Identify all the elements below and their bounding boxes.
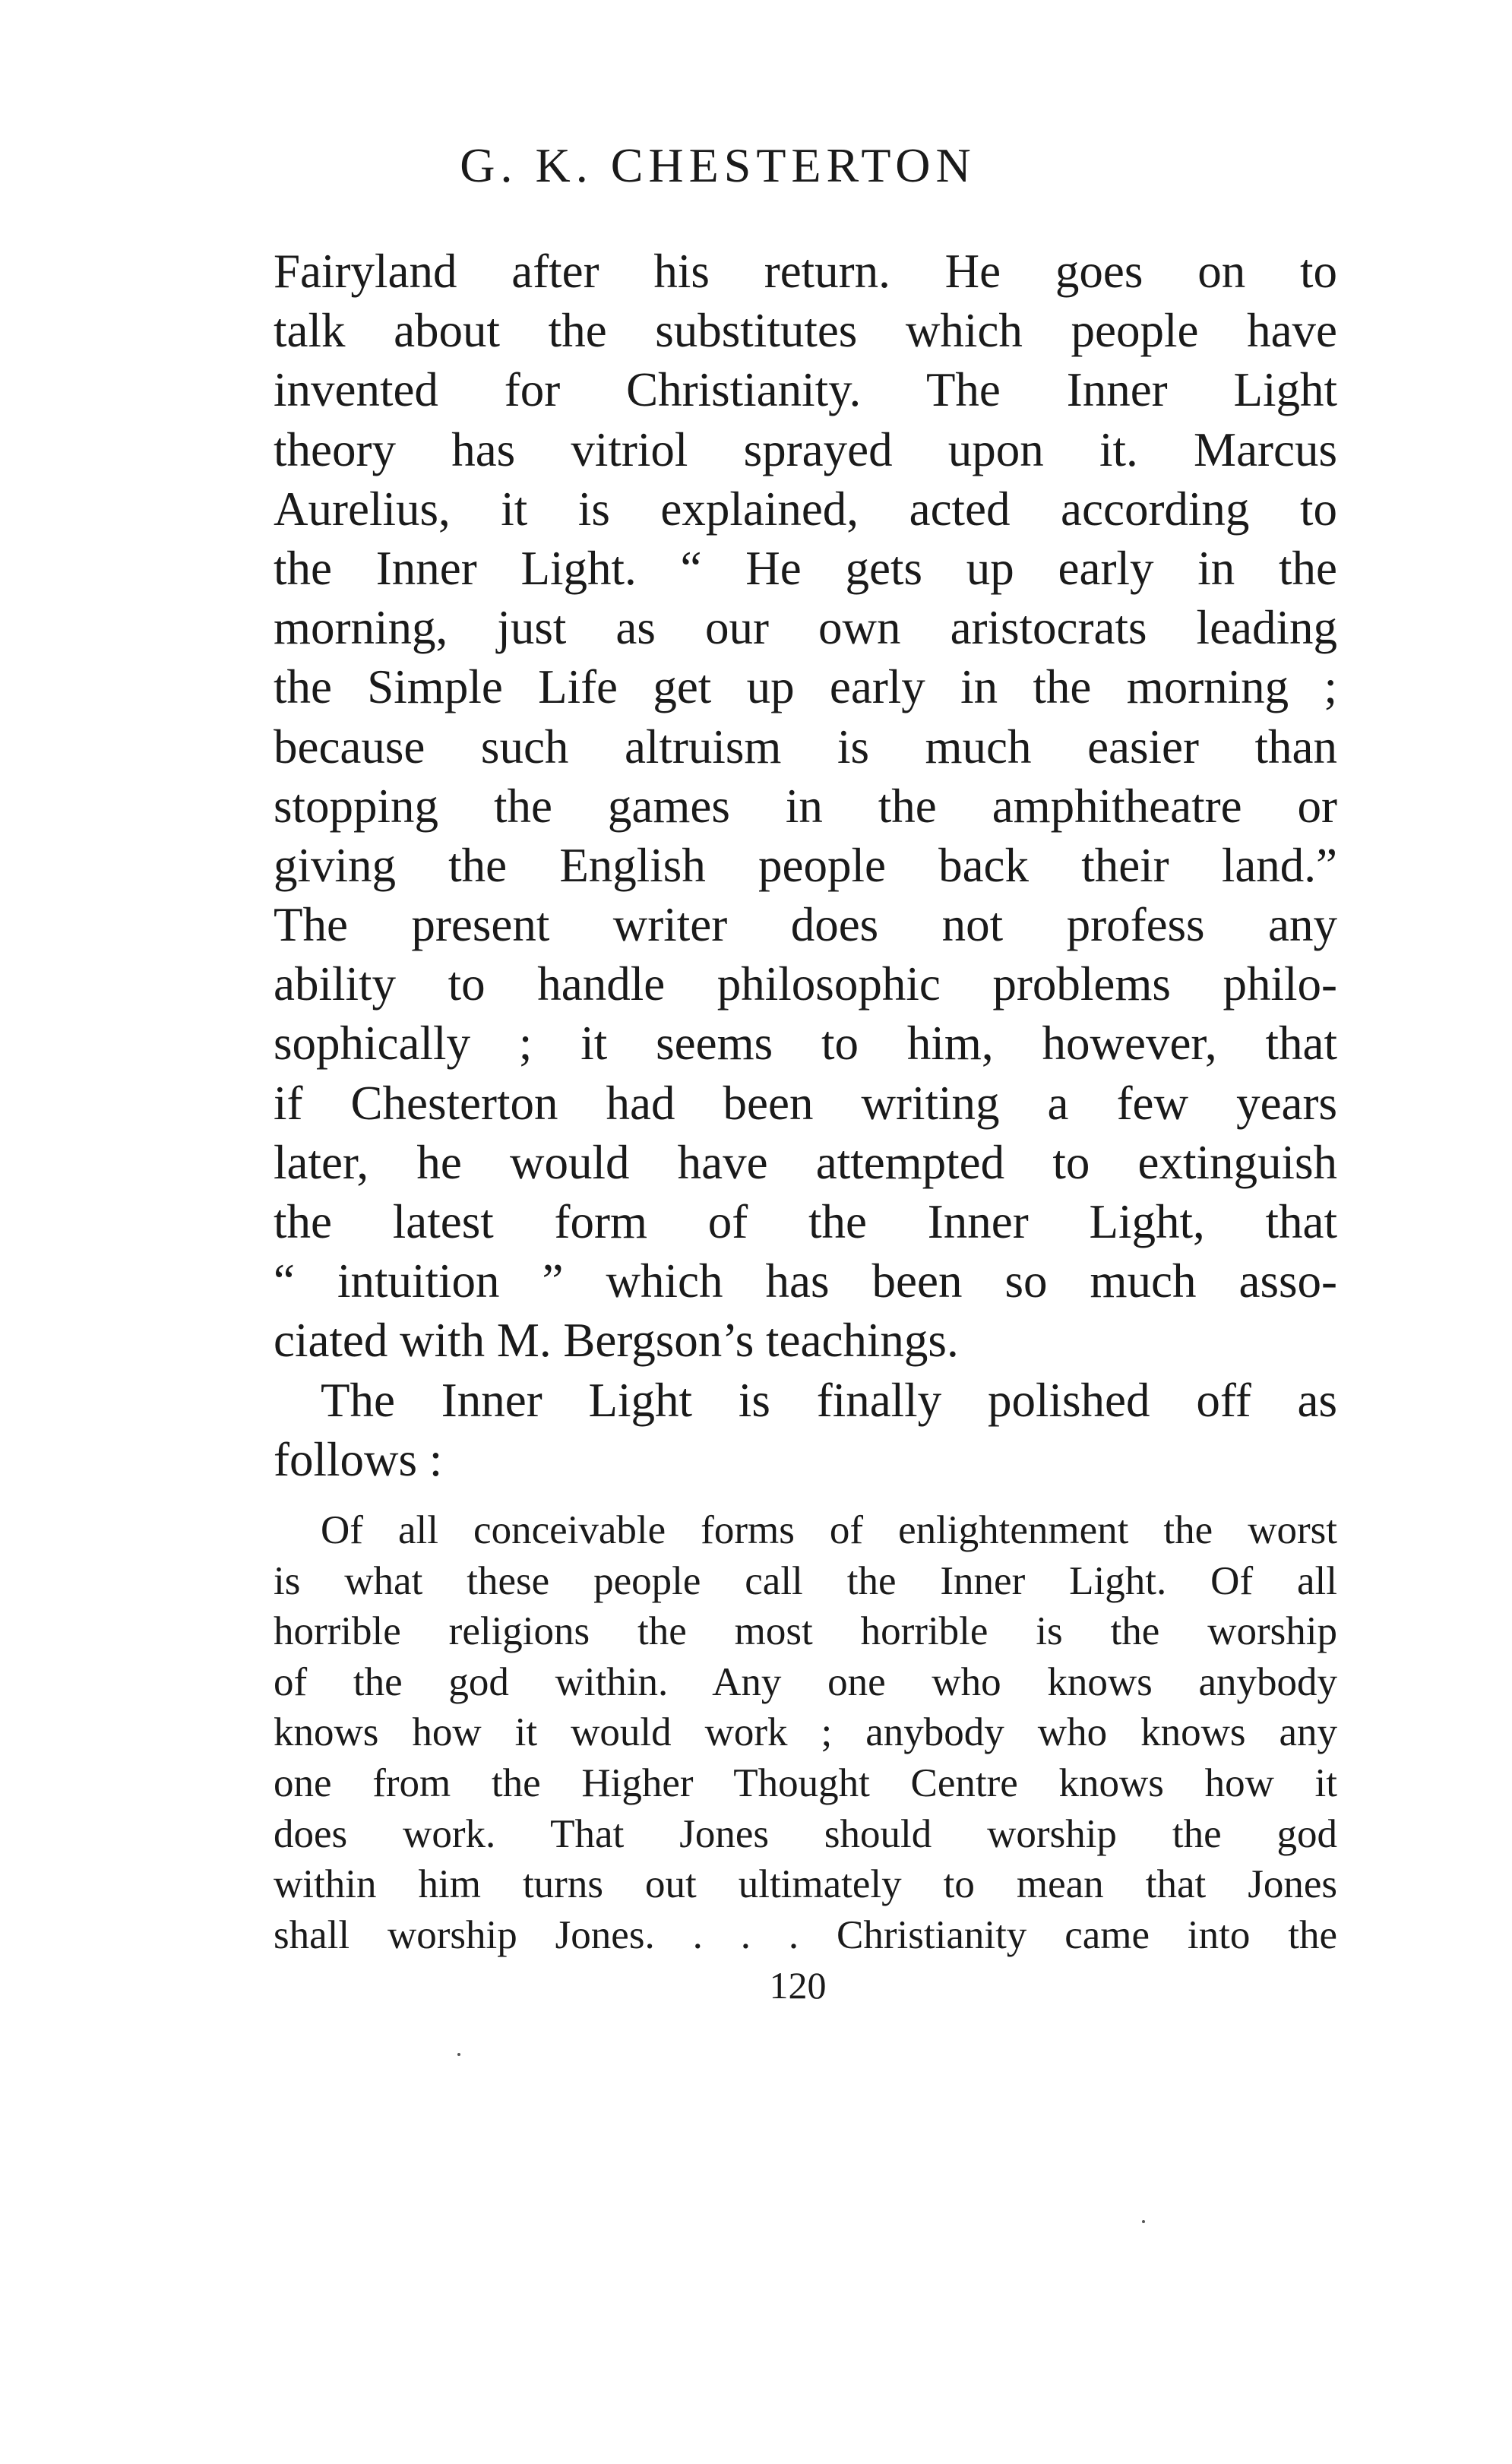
quote-line: horrible religions the most horrible is the worship	[274, 1609, 1337, 1654]
text-line: follows :	[274, 1432, 443, 1486]
quote-line: one from the Higher Thought Centre knows how it	[274, 1760, 1337, 1805]
text-line: Aurelius, it is explained, acted according to	[274, 482, 1337, 536]
text-line: talk about the substitutes which people have	[274, 304, 1337, 358]
text-line: because such altruism is much easier than	[274, 720, 1337, 773]
text-line: invented for Christianity. The Inner Light	[274, 363, 1337, 417]
text-line: theory has vitriol sprayed upon it. Marcus	[274, 422, 1337, 476]
text-line: stopping the games in the amphitheatre or	[274, 779, 1337, 833]
text-line: if Chesterton had been writing a few years	[274, 1076, 1337, 1130]
text-line: the Simple Life get up early in the morning ;	[274, 660, 1337, 714]
text-line: sophically ; it seems to him, however, that	[274, 1017, 1337, 1071]
text-line: the Inner Light. “ He gets up early in the	[274, 541, 1337, 595]
text-line: giving the English people back their land.”	[274, 838, 1337, 892]
page-number: 120	[769, 1964, 827, 2007]
quote-line: knows how it would work ; anybody who knows any	[274, 1710, 1337, 1755]
quote-line: does work. That Jones should worship the god	[274, 1811, 1337, 1856]
quote-line: Of all conceivable forms of enlightenment the worst	[321, 1508, 1337, 1552]
text-line: ciated with M. Bergson’s teachings.	[274, 1314, 959, 1368]
quote-line: shall worship Jones. . . . Christianity came into the	[274, 1912, 1337, 1957]
running-head: G. K. CHESTERTON	[460, 138, 976, 192]
text-line: The Inner Light is finally polished off as	[321, 1373, 1337, 1427]
block-quotation	[274, 1505, 1337, 1960]
text-line: later, he would have attempted to extinguish	[274, 1135, 1337, 1189]
text-line: “ intuition ” which has been so much asso-	[274, 1254, 1337, 1308]
quote-line: within him turns out ultimately to mean that Jones	[274, 1862, 1337, 1907]
quote-line: of the god within. Any one who knows anybody	[274, 1659, 1337, 1704]
text-line: Fairyland after his return. He goes on to	[274, 245, 1337, 298]
text-line: the latest form of the Inner Light, that	[274, 1195, 1337, 1248]
text-line: morning, just as our own aristocrats leading	[274, 601, 1337, 655]
main-text	[274, 242, 1337, 1489]
paper-speck	[457, 2053, 460, 2056]
text-line: ability to handle philosophic problems philo-	[274, 957, 1337, 1011]
text-line: The present writer does not profess any	[274, 898, 1337, 952]
paper-speck	[1142, 2220, 1145, 2223]
quote-line: is what these people call the Inner Light. Of all	[274, 1558, 1337, 1603]
